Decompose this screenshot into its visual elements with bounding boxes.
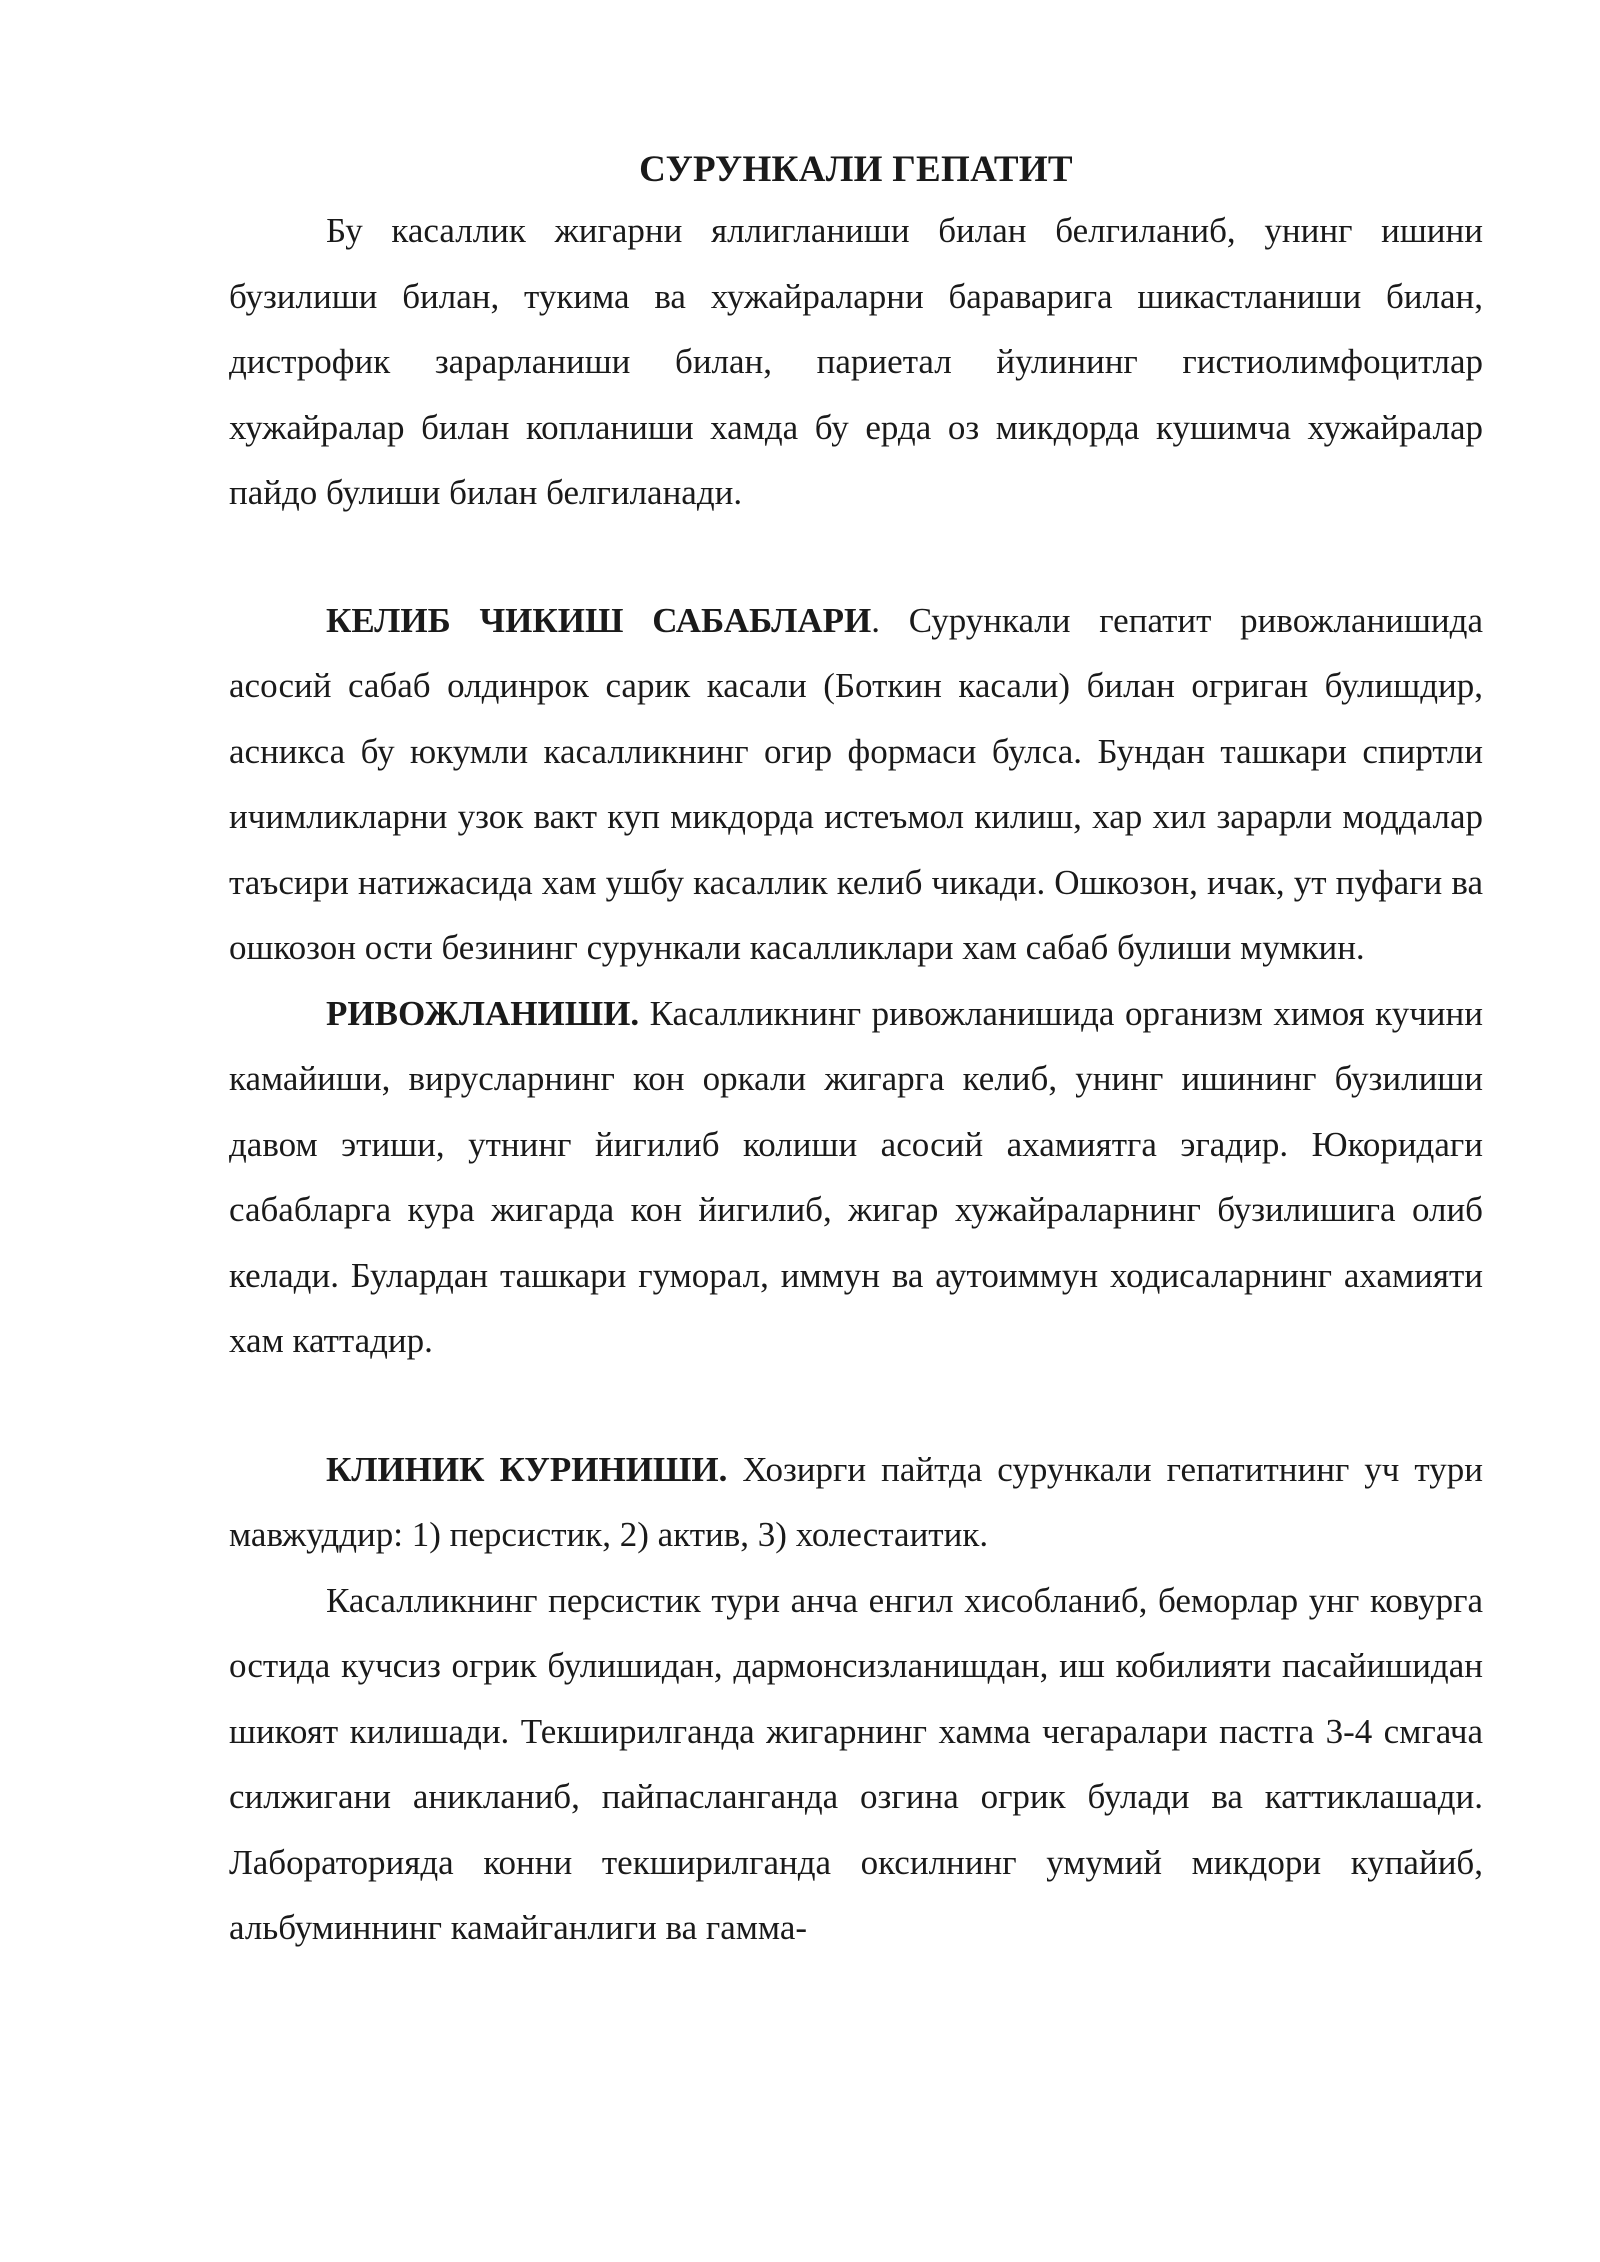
paragraph-causes: [229, 588, 1483, 981]
paragraph-text: Бу касаллик жигарни яллигланиши билан белгиланиб, унинг ишини бузилиши билан, тукима ва хужайраларни бараварига шикастланиши билан, дистрофик зарарланиши билан, париетал йулининг гистиолимфоцитлар хужайралар билан копланиши хамда бу ерда оз микдорда кушимча хужайралар пайдо булиши билан белгиланади.: [229, 211, 1483, 512]
paragraph-text: Касалликнинг ривожланишида организм химоя кучини камайиши, вирусларнинг кон оркали жигарга келиб, унинг ишининг бузилиши давом этиши, утнинг йигилиб колиши асосий ахамиятга эгадир. Юкоридаги сабабларга кура жигарда кон йигилиб, жигар хужайраларнинг бузилишига олиб келади. Булардан ташкари гуморал, иммун ва аутоиммун ходисаларнинг ахамияти хам каттадир.: [229, 993, 1483, 1360]
document-title: СУРУНКАЛИ ГЕПАТИТ: [639, 149, 1073, 190]
document-page: [229, 148, 1483, 1961]
section-heading-clinical: КЛИНИК КУРИНИШИ.: [326, 1449, 728, 1489]
paragraph-development: [229, 981, 1483, 1374]
section-heading-causes: КЕЛИБ ЧИКИШ САБАБЛАРИ: [326, 600, 872, 640]
section-heading-development: РИВОЖЛАНИШИ.: [326, 993, 640, 1033]
paragraph-text: . Сурункали гепатит ривожланишида асосий сабаб олдинрок сарик касали (Боткин касали) билан огриган булишдир, асникса бу юкумли касалликнинг огир формаси булса. Бундан ташкари спиртли ичимликларни узок вакт куп микдорда истеъмол килиш, хар хил зарарли моддалар таъсири натижасида хам ушбу касаллик келиб чикади. Ошкозон, ичак, ут пуфаги ва ошкозон ости безининг сурункали касалликлари хам сабаб булиши мумкин.: [229, 600, 1483, 967]
paragraph-definition: [229, 198, 1483, 526]
paragraph-clinical: [229, 1437, 1483, 1568]
paragraph-persistent-type: [229, 1568, 1483, 1961]
paragraph-text: Касалликнинг персистик тури анча енгил хисобланиб, беморлар унг ковурга остида кучсиз огрик булишидан, дармонсизланишдан, иш кобилияти пасайишидан шикоят килишади. Текширилганда жигарнинг хамма чегаралари пастга 3-4 смгача силжигани аникланиб, пайпасланганда озгина огрик булади ва каттиклашади. Лабораторияда конни текширилганда оксилнинг умумий микдори купайиб, альбуминнинг камайганлиги ва гамма-: [229, 1580, 1483, 1947]
paragraph-text: Хозирги пайтда сурункали гепатитнинг уч тури мавжуддир: 1) персистик, 2) актив, 3) холестаитик.: [229, 1449, 1483, 1554]
